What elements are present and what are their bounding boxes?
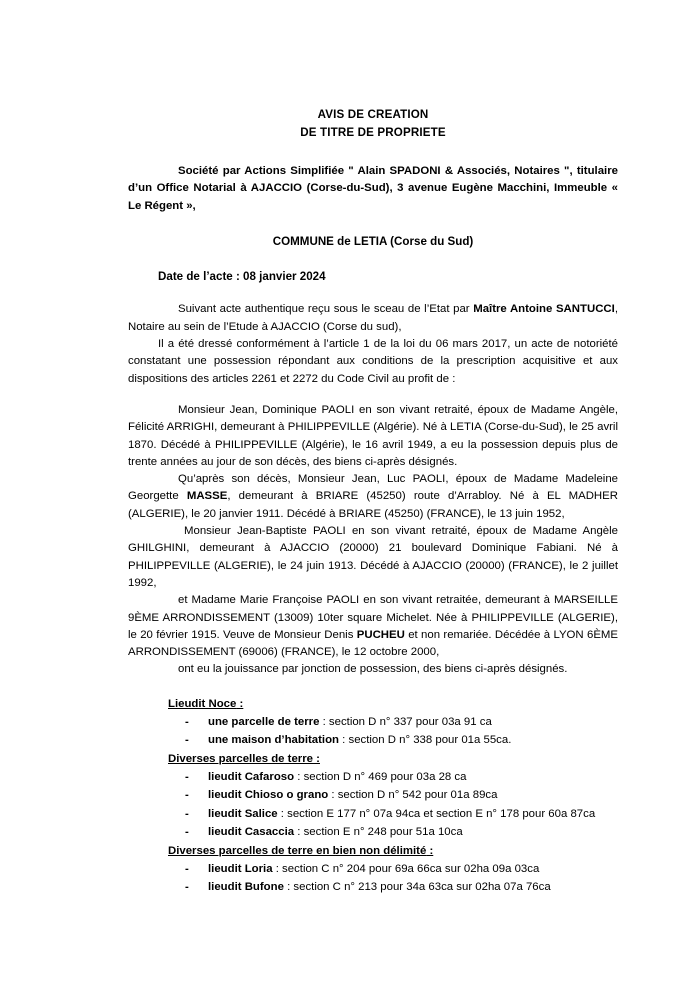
list-item [168, 860, 618, 879]
parcels-list-section [128, 695, 618, 897]
paragraph-jouissance: ont eu la jouissance par jonction de possession, des biens ci-après désignés. [178, 663, 568, 676]
title-line-2: DE TITRE DE PROPRIETE [300, 125, 446, 139]
list-item-detail: : section E 177 n° 07a 94ca et section E n° 178 pour 60a 87ca [277, 807, 596, 820]
bullet-dash: - [185, 862, 189, 875]
section-heading-text: Diverses parcelles de terre [168, 752, 314, 765]
spacer [128, 215, 618, 233]
list-item [168, 768, 618, 787]
section-heading [128, 750, 618, 768]
list-item-text [208, 786, 618, 805]
paragraph-person-3: Monsieur Jean-Baptiste PAOLI en son vivant retraité, époux de Madame Angèle GHILGHINI, demeurant à AJACCIO (20000) 21 boulevard Dominique Fabiani. Né à PHILIPPEVILLE (ALGERIE), le 24 juin 1913. Décédé à AJACCIO (20000) (FRANCE), le 2 juillet 1992, [128, 525, 618, 589]
list-item-text [208, 713, 618, 732]
list-item [168, 823, 618, 842]
date-line: Date de l’acte : 08 janvier 2024 [158, 270, 326, 284]
spacer [128, 679, 618, 695]
list-item-detail: : section C n° 213 pour 34a 63ca sur 02ha 07a 76ca [283, 881, 551, 894]
section-heading [128, 695, 618, 713]
list-item-label: lieudit Casaccia [208, 826, 295, 839]
section-heading-colon: : [236, 697, 244, 710]
list-item-label: lieudit Chioso o grano [208, 789, 329, 802]
list-item-detail: : section C n° 204 pour 69a 66ca sur 02ha 09a 03ca [272, 862, 540, 875]
list-item-text [208, 878, 618, 897]
paragraph-article: Il a été dressé conformément à l’article 1 de la loi du 06 mars 2017, un acte de notoriété constatant une possession répondant aux conditions de la prescription acquisitive et aux dispositions des articles 2261 et 2272 du Code Civil au profit de : [128, 338, 618, 385]
suivant-text-2: , Notaire au sein de l’Etude à AJACCIO (Corse du sud), [128, 303, 618, 333]
list-item-text [208, 768, 618, 787]
section-heading-colon: : [313, 752, 320, 765]
bullet-dash: - [185, 807, 189, 820]
section-heading-text: Diverses parcelles de terre en bien non délimité [168, 844, 427, 857]
spacer [128, 250, 618, 268]
parcel-list [128, 860, 618, 897]
list-item-text [208, 731, 618, 750]
list-item-label: lieudit Salice [208, 807, 278, 820]
section-heading [128, 842, 618, 860]
paragraph-person-4 [128, 592, 618, 661]
document-body [128, 106, 618, 897]
p2-text-1: Qu’après son décès, Monsieur Jean, Luc PAOLI, époux de Madame Madeleine Georgette [128, 473, 618, 503]
bullet-dash: - [185, 789, 189, 802]
spacer [128, 285, 618, 301]
bullet-dash: - [185, 881, 189, 894]
parcel-list [128, 768, 618, 842]
bullet-dash: - [185, 734, 189, 747]
bullet-dash: - [185, 715, 189, 728]
list-item [168, 805, 618, 824]
title-line-1: AVIS DE CREATION [317, 108, 429, 121]
list-item [168, 713, 618, 732]
list-item-label: lieudit Bufone [208, 881, 284, 894]
list-item-detail: : section D n° 338 pour 01a 55ca. [339, 734, 512, 747]
list-item-detail: : section E n° 248 pour 51a 10ca [294, 826, 463, 839]
p2-text-2: , demeurant à BRIARE (45250) route d’Arrabloy. Né à EL MADHER (ALGERIE), le 20 janvier 1911. Décédé à BRIARE (45250) (FRANCE), le 13 juin 1952, [128, 490, 618, 520]
list-item-label: lieudit Cafaroso [208, 770, 295, 783]
list-item-detail: : section D n° 337 pour 03a 91 ca [319, 715, 492, 728]
bullet-dash: - [185, 770, 189, 783]
p2-bold-masse: MASSE [186, 490, 228, 503]
paragraph-suivant [128, 301, 618, 336]
list-item-text [208, 823, 618, 842]
notaire-name: Maître Antoine SANTUCCI [473, 303, 615, 316]
list-item-label: lieudit Loria [208, 862, 273, 875]
suivant-text-1: Suivant acte authentique reçu sous le sceau de l’Etat par [178, 303, 474, 316]
section-heading-colon: : [426, 844, 434, 857]
section-heading-text: Lieudit Noce [168, 697, 237, 710]
list-item-detail: : section D n° 469 pour 03a 28 ca [294, 770, 467, 783]
paragraph-person-1: Monsieur Jean, Dominique PAOLI en son vivant retraité, époux de Madame Angèle, Félicité ARRIGHI, demeurant à PHILIPPEVILLE (Algérie). Né à LETIA (Corse-du-Sud), le 25 avril 1870. Décédé à PHILIPPEVILLE (Algérie), le 16 avril 1949, a eu la possession depuis plus de trente années au jour de son décès, des biens ci-après désignés. [128, 403, 618, 468]
p4-text-2: et non remariée. Décédée à LYON 6ÈME ARRONDISSEMENT (69006) (FRANCE), le 12 octobre 2000, [128, 628, 619, 659]
p4-bold-pucheu: PUCHEU [356, 628, 405, 641]
list-item [168, 731, 618, 750]
list-item [168, 878, 618, 897]
list-item-detail: : section D n° 542 pour 01a 89ca [328, 789, 498, 802]
list-item [168, 786, 618, 805]
parcel-list [128, 713, 618, 750]
company-paragraph: Société par Actions Simplifiée " Alain SPADONI & Associés, Notaires ", titulaire d’un Office Notarial à AJACCIO (Corse-du-Sud), 3 avenue Eugène Macchini, Immeuble « Le Régent », [128, 165, 618, 212]
p4-text-1: et Madame Marie Françoise PAOLI en son vivant retraitée, demeurant à MARSEILLE 9ÈME ARRONDISSEMENT (13009) 10ter square Michelet. Née à PHILIPPEVILLE (ALGERIE), le 20 février 1915. Veuve de Monsieur Denis [128, 594, 618, 641]
list-item-text [208, 860, 618, 879]
list-item-text [208, 805, 618, 824]
bullet-dash: - [185, 826, 189, 839]
spacer [128, 141, 618, 163]
list-item-label: une maison d’habitation [208, 734, 339, 747]
spacer [128, 388, 618, 402]
page-title [128, 106, 618, 141]
list-item-label: une parcelle de terre [208, 715, 320, 728]
commune-line: COMMUNE de LETIA (Corse du Sud) [272, 234, 474, 248]
paragraph-person-2 [128, 471, 618, 523]
